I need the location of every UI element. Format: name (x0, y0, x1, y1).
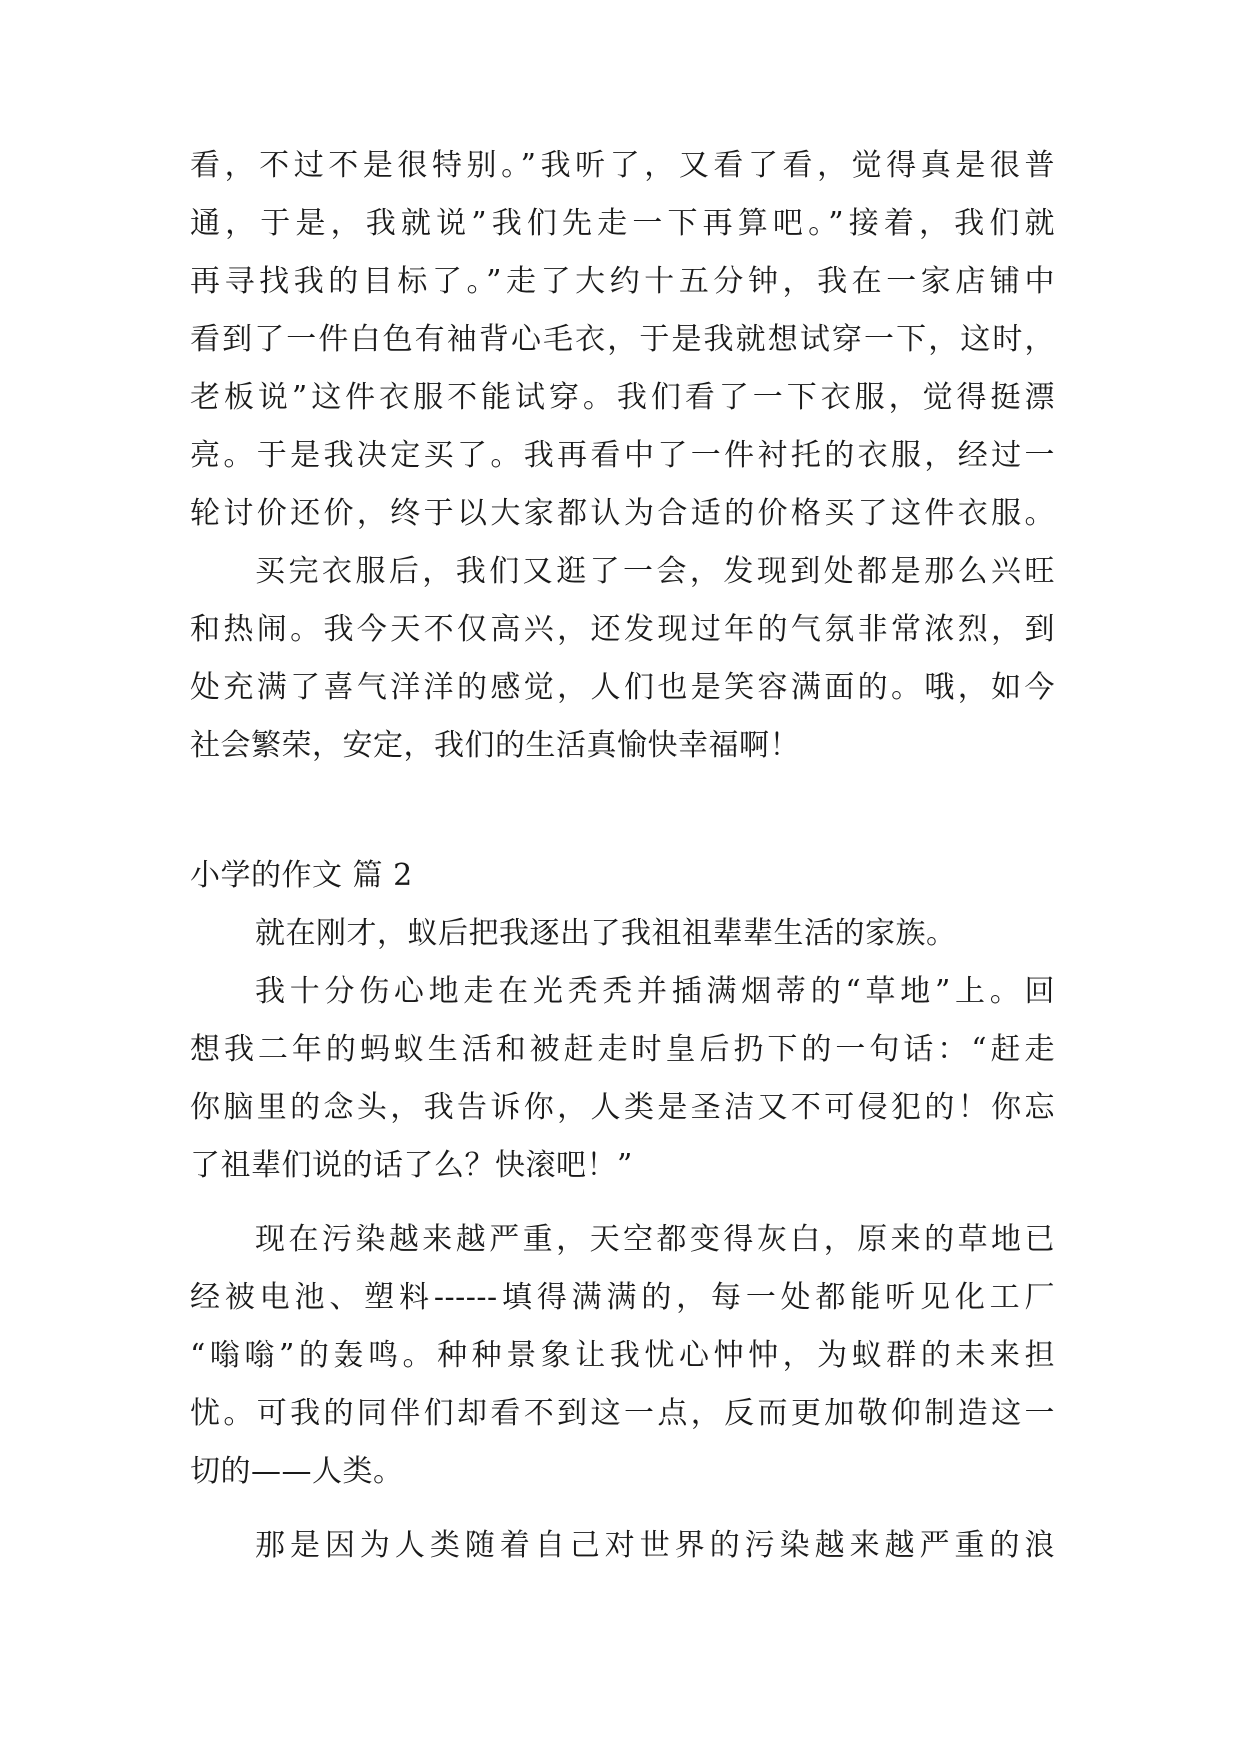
text-line: 我十分伤心地走在光秃秃并插满烟蒂的“草地”上。回 (255, 974, 1055, 1009)
text-line: 看，不过不是很特别。”我听了，又看了看，觉得真是很普 (190, 148, 1055, 183)
text-line: 亮。于是我决定买了。我再看中了一件衬托的衣服，经过一 (190, 438, 1055, 473)
text-line: 你脑里的念头，我告诉你，人类是圣洁又不可侵犯的！你忘 (190, 1090, 1055, 1125)
text-line: 切的——人类。 (190, 1454, 404, 1489)
text-line: 轮讨价还价，终于以大家都认为合适的价格买了这件衣服。 (190, 496, 1055, 531)
text-line: 通，于是，我就说”我们先走一下再算吧。”接着，我们就 (190, 206, 1055, 241)
text-line: 了祖辈们说的话了么？快滚吧！” (190, 1148, 633, 1183)
text-line: 处充满了喜气洋洋的感觉，人们也是笑容满面的。哦，如今 (190, 670, 1055, 705)
text-line: 想我二年的蚂蚁生活和被赶走时皇后扔下的一句话：“赶走 (190, 1032, 1055, 1067)
text-line: 忧。可我的同伴们却看不到这一点，反而更加敬仰制造这一 (190, 1396, 1055, 1431)
text-line: “嗡嗡”的轰鸣。种种景象让我忧心忡忡，为蚁群的未来担 (190, 1338, 1055, 1373)
text-line: 社会繁荣，安定，我们的生活真愉快幸福啊！ (190, 728, 800, 763)
text-line: 老板说”这件衣服不能试穿。我们看了一下衣服，觉得挺漂 (190, 380, 1055, 415)
section-heading: 小学的作文 篇 2 (190, 858, 413, 893)
text-line: 就在刚才，蚁后把我逐出了我祖祖辈辈生活的家族。 (255, 916, 957, 951)
text-line: 和热闹。我今天不仅高兴，还发现过年的气氛非常浓烈，到 (190, 612, 1055, 647)
text-line: 再寻找我的目标了。”走了大约十五分钟，我在一家店铺中 (190, 264, 1055, 299)
text-line: 经被电池、塑料------填得满满的，每一处都能听见化工厂 (190, 1280, 1055, 1315)
text-line: 买完衣服后，我们又逛了一会，发现到处都是那么兴旺 (255, 554, 1055, 589)
text-line: 那是因为人类随着自己对世界的污染越来越严重的浪 (255, 1528, 1055, 1563)
text-line: 现在污染越来越严重，天空都变得灰白，原来的草地已 (255, 1222, 1055, 1257)
text-line: 看到了一件白色有袖背心毛衣，于是我就想试穿一下，这时， (190, 322, 1055, 357)
